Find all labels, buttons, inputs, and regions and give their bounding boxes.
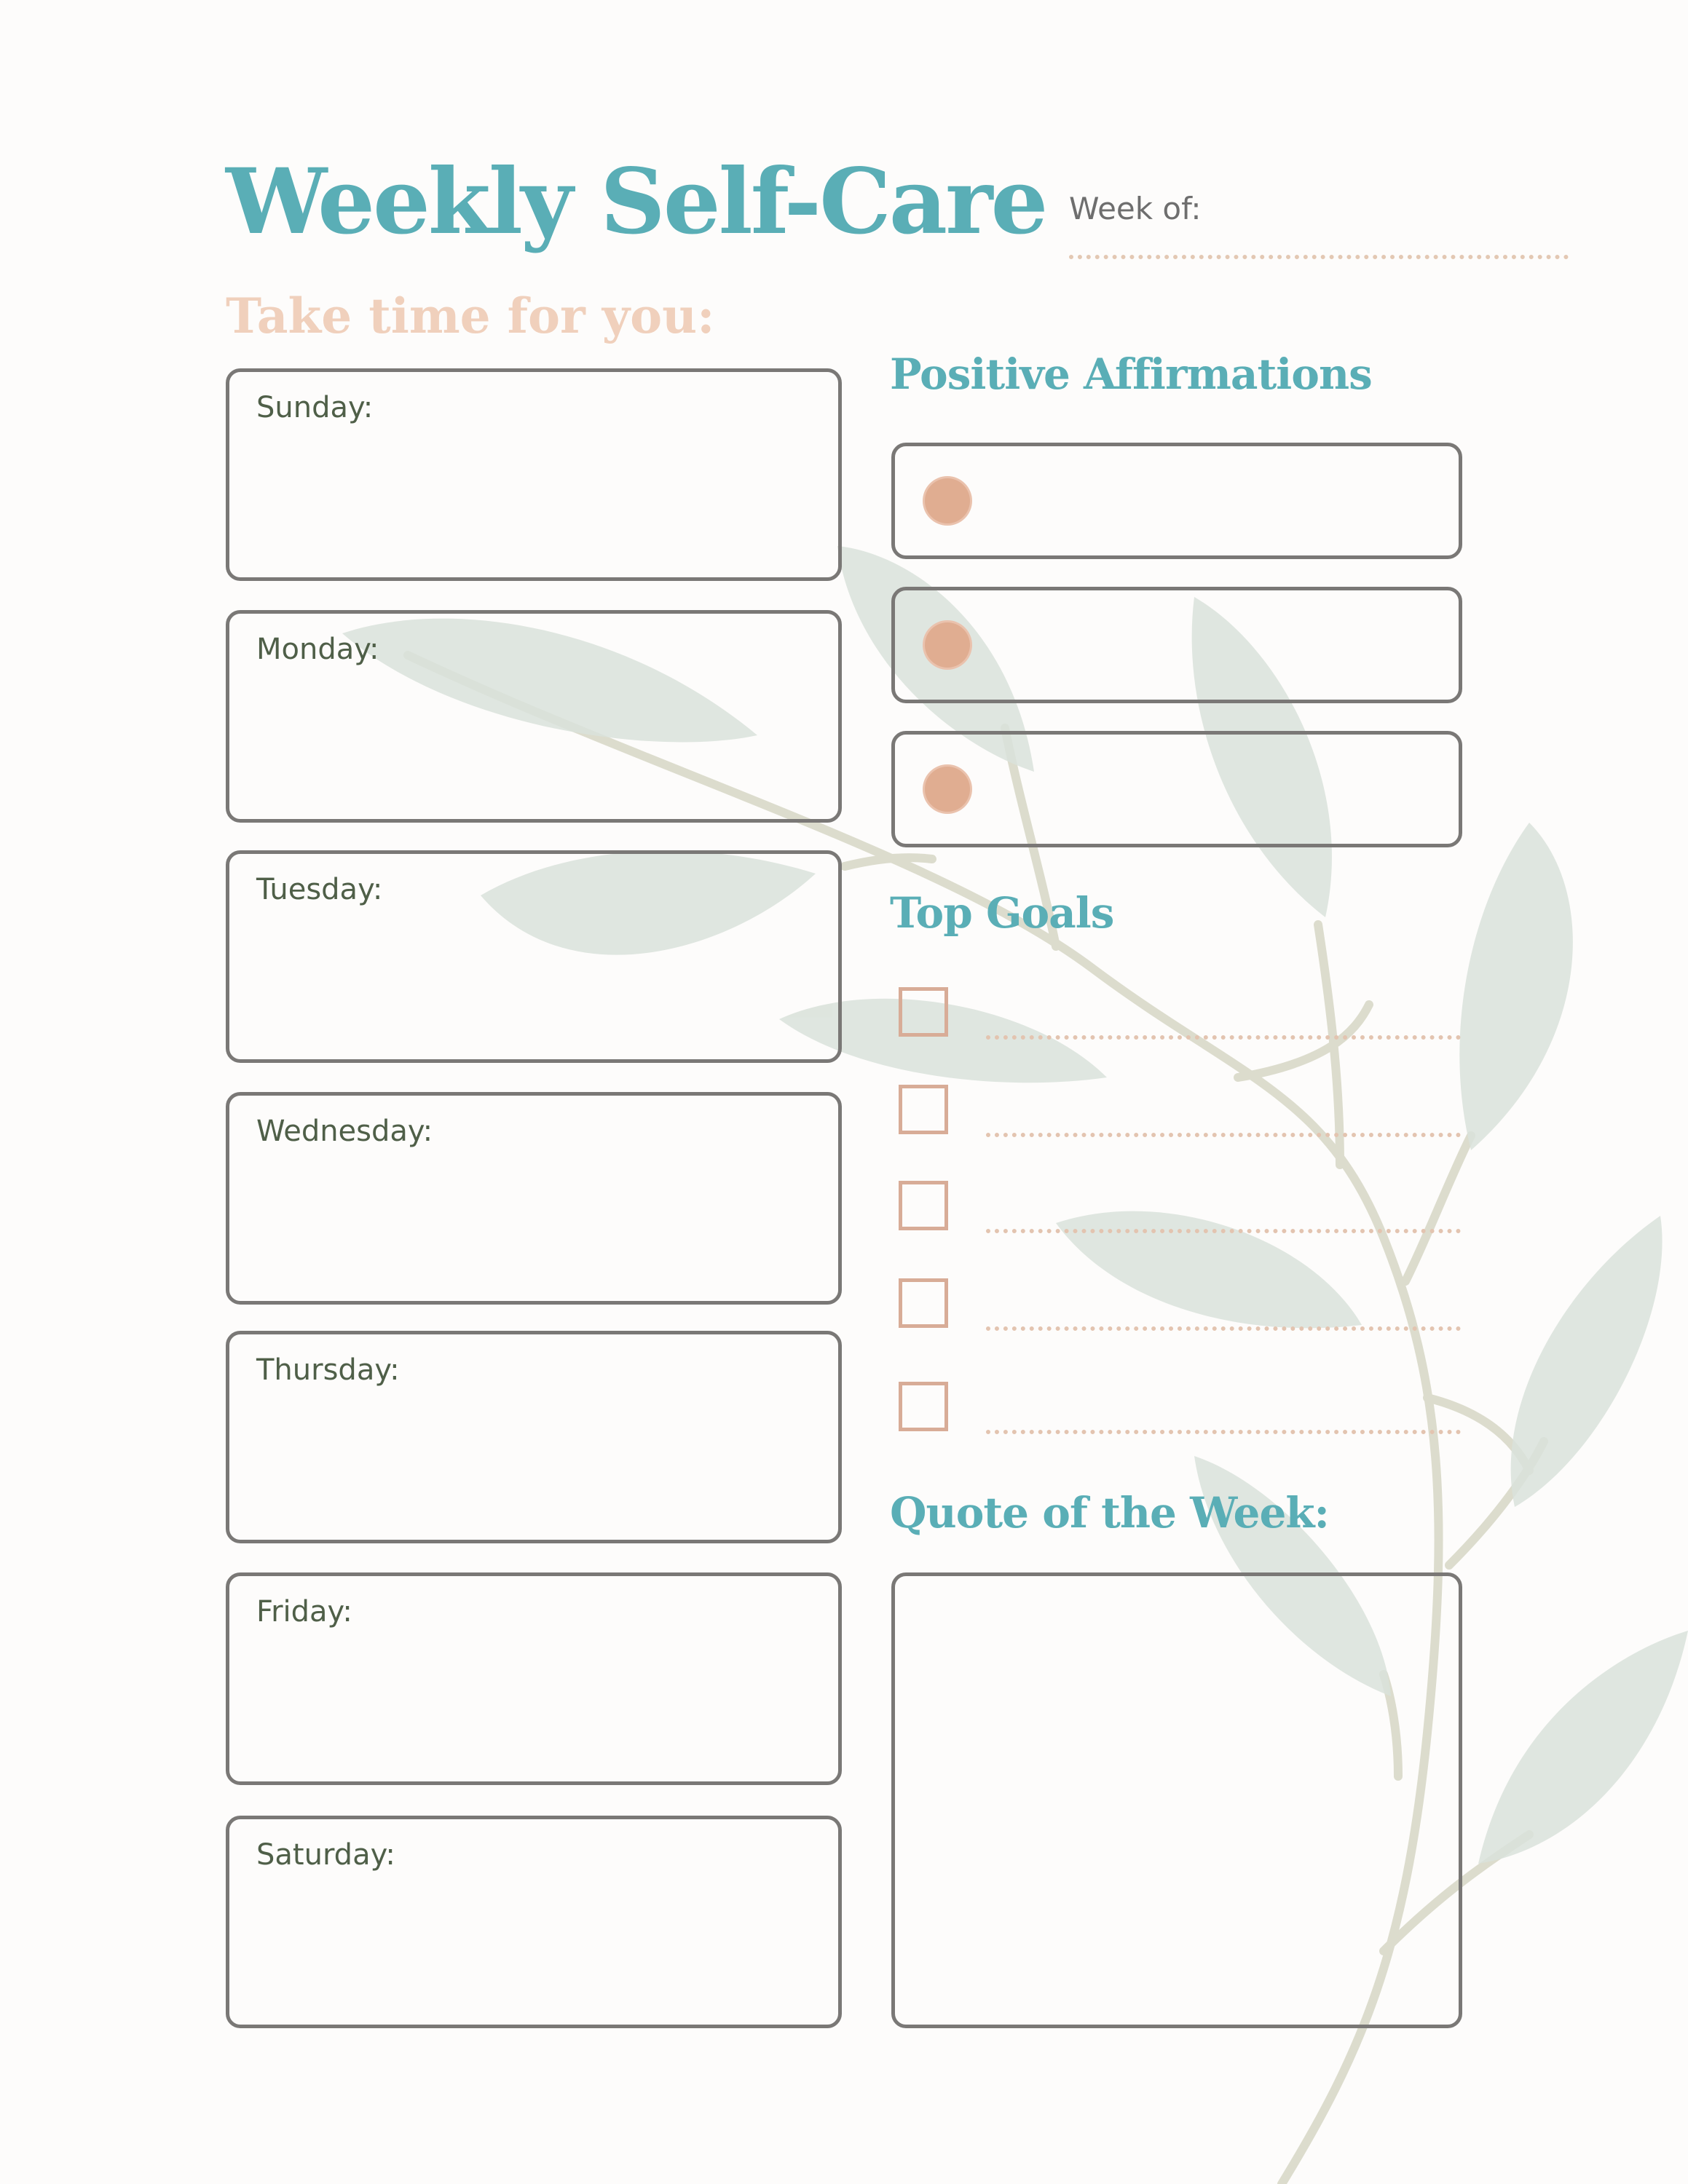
- day-box-sunday[interactable]: [226, 368, 842, 581]
- day-label: Monday:: [256, 633, 379, 666]
- week-of-label: Week of:: [1069, 191, 1202, 226]
- affirmation-field[interactable]: [891, 443, 1462, 559]
- goal-field[interactable]: [986, 1035, 1461, 1040]
- goal-checkbox[interactable]: [899, 1085, 948, 1134]
- goal-field[interactable]: [986, 1229, 1461, 1233]
- bullet-dot-icon: [925, 478, 970, 523]
- week-of-field[interactable]: [1069, 255, 1569, 259]
- affirmation-field[interactable]: [891, 731, 1462, 847]
- day-box-saturday[interactable]: [226, 1816, 842, 2028]
- bullet-dot-icon: [925, 622, 970, 668]
- quote-field[interactable]: [891, 1572, 1462, 2028]
- goal-field[interactable]: [986, 1430, 1461, 1434]
- day-label: Thursday:: [256, 1353, 400, 1387]
- affirmation-field[interactable]: [891, 587, 1462, 703]
- day-label: Wednesday:: [256, 1115, 433, 1148]
- day-label: Sunday:: [256, 391, 374, 424]
- day-label: Friday:: [256, 1595, 352, 1629]
- goal-checkbox[interactable]: [899, 1278, 948, 1328]
- day-box-friday[interactable]: [226, 1572, 842, 1785]
- goal-checkbox[interactable]: [899, 1382, 948, 1431]
- bullet-dot-icon: [925, 767, 970, 812]
- page-title: Weekly Self-Care: [226, 149, 1046, 255]
- day-box-monday[interactable]: [226, 610, 842, 823]
- goal-checkbox[interactable]: [899, 1181, 948, 1230]
- quote-heading: Quote of the Week:: [890, 1488, 1329, 1538]
- day-box-thursday[interactable]: [226, 1331, 842, 1543]
- day-label: Saturday:: [256, 1838, 395, 1872]
- page-subtitle: Take time for you:: [226, 288, 715, 344]
- day-box-wednesday[interactable]: [226, 1092, 842, 1305]
- day-label: Tuesday:: [256, 873, 383, 906]
- goal-checkbox[interactable]: [899, 987, 948, 1037]
- goal-field[interactable]: [986, 1326, 1461, 1331]
- goals-heading: Top Goals: [890, 888, 1114, 938]
- goal-field[interactable]: [986, 1133, 1461, 1137]
- day-box-tuesday[interactable]: [226, 850, 842, 1063]
- affirmations-heading: Positive Affirmations: [890, 349, 1372, 399]
